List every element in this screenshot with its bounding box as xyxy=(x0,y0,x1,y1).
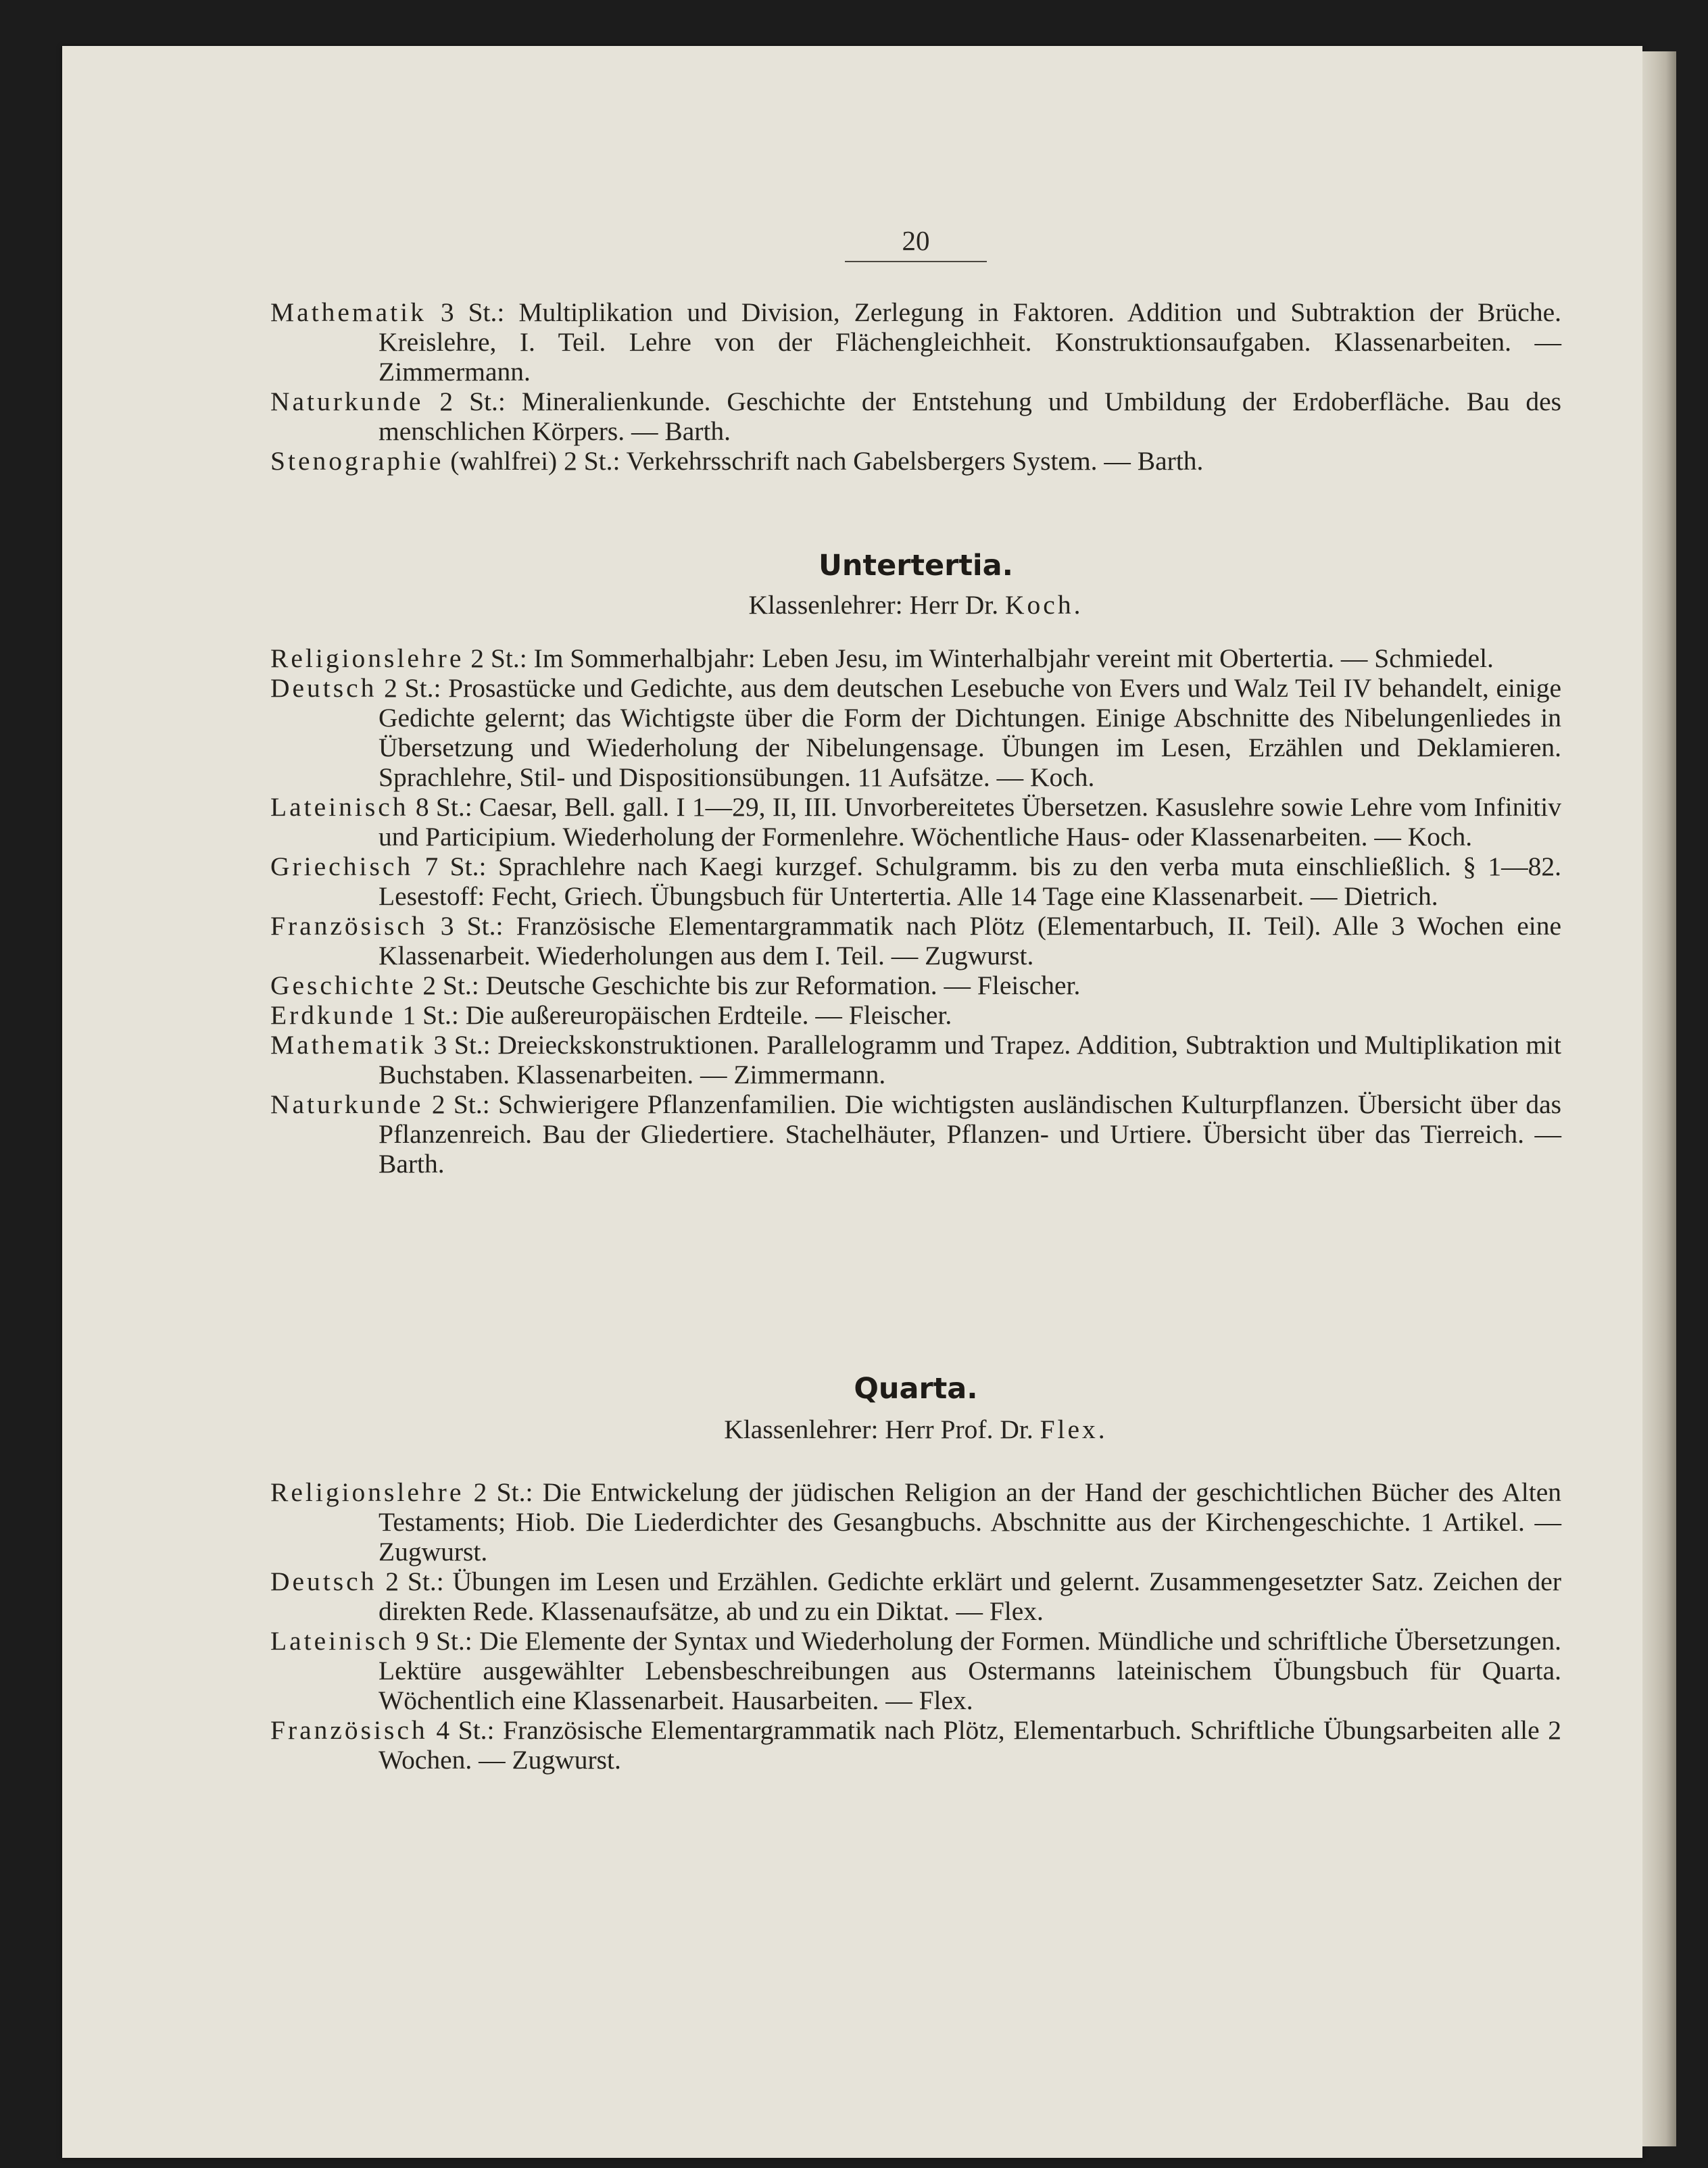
subject-name: Lateinisch xyxy=(270,792,409,822)
entry xyxy=(270,1477,1561,1567)
subject-name: Französisch xyxy=(270,911,428,941)
entry-text: 4 St.: Französische Elementargrammatik nach Plötz, Elementarbuch. Schriftliche Übungsarbeiten alle 2 Wochen. — Zugwurst. xyxy=(379,1715,1561,1775)
entry xyxy=(270,387,1561,446)
entry xyxy=(270,446,1561,476)
teacher-prefix: Klassenlehrer: Herr Dr. xyxy=(748,590,1006,620)
entry xyxy=(270,1626,1561,1715)
subject-name: Griechisch xyxy=(270,852,414,881)
subject-name: Naturkunde xyxy=(270,1089,424,1119)
page-number: 20 xyxy=(845,224,987,262)
class-teacher-untertertia xyxy=(270,589,1561,620)
subject-name: Stenographie xyxy=(270,446,444,476)
page-edge xyxy=(1642,51,1676,2146)
entry-text: 8 St.: Caesar, Bell. gall. I 1—29, II, III. Unvorbereitetes Übersetzen. Kasuslehre sowie Lehre vom Infinitiv und Participium. Wiederholung der Formenlehre. Wöchentliche Haus- oder Klassenarbeiten. — Koch. xyxy=(379,792,1561,852)
entry-text: 3 St.: Multiplikation und Division, Zerlegung in Faktoren. Addition und Subtraktion der Brüche. Kreislehre, I. Teil. Lehre von der Flächengleichheit. Konstruktionsaufgaben. Klassenarbeiten. — Zimmermann. xyxy=(379,297,1561,387)
subject-name: Französisch xyxy=(270,1715,428,1745)
entry xyxy=(270,673,1561,792)
entry-text: 2 St.: Schwierigere Pflanzenfamilien. Die wichtigsten ausländischen Kulturpflanzen. Übersicht über das Pflanzenreich. Bau der Gliedertiere. Stachelhäuter, Pflanzen- und Urtiere. Übersicht über das Tierreich. — Barth. xyxy=(379,1089,1561,1179)
subject-name: Religionslehre xyxy=(270,643,464,673)
subject-name: Deutsch xyxy=(270,1567,377,1596)
teacher-name: Koch. xyxy=(1005,590,1083,620)
entry-text: (wahlfrei) 2 St.: Verkehrsschrift nach Gabelsbergers System. — Barth. xyxy=(443,446,1204,476)
entry-text: 2 St.: Übungen im Lesen und Erzählen. Gedichte erklärt und gelernt. Zusammengesetzter Satz. Zeichen der direkten Rede. Klassenaufsätze, ab und zu ein Diktat. — Flex. xyxy=(376,1567,1561,1626)
class-teacher-quarta xyxy=(270,1414,1561,1445)
entry xyxy=(270,1030,1561,1089)
entry-text: 2 St.: Im Sommerhalbjahr: Leben Jesu, im Winterhalbjahr vereint mit Obertertia. — Schmiedel. xyxy=(464,643,1494,673)
entry xyxy=(270,297,1561,387)
subject-name: Religionslehre xyxy=(270,1477,464,1507)
entry xyxy=(270,1715,1561,1775)
entry-text: 2 St.: Die Entwickelung der jüdischen Religion an der Hand der geschichtlichen Bücher des Alten Testaments; Hiob. Die Liederdichter des Gesangbuchs. Abschnitte aus der Kirchengeschichte. 1 Artikel. — Zugwurst. xyxy=(379,1477,1561,1567)
entry xyxy=(270,792,1561,852)
entry xyxy=(270,852,1561,911)
subject-name: Erdkunde xyxy=(270,1000,396,1030)
teacher-name: Flex. xyxy=(1040,1414,1108,1444)
entry xyxy=(270,911,1561,970)
untertertia-entries xyxy=(270,643,1561,1179)
entry-text: 3 St.: Französische Elementargrammatik nach Plötz (Elementarbuch, II. Teil). Alle 3 Wochen eine Klassenarbeit. Wiederholungen aus dem I. Teil. — Zugwurst. xyxy=(379,911,1561,970)
entry-text: 2 St.: Deutsche Geschichte bis zur Reformation. — Fleischer. xyxy=(416,970,1081,1000)
teacher-prefix: Klassenlehrer: Herr Prof. Dr. xyxy=(724,1414,1040,1444)
subject-name: Lateinisch xyxy=(270,1626,409,1656)
quarta-entries xyxy=(270,1477,1561,1775)
entry-text: 2 St.: Mineralienkunde. Geschichte der Entstehung und Umbildung der Erdoberfläche. Bau des menschlichen Körpers. — Barth. xyxy=(379,387,1561,446)
subject-name: Mathematik xyxy=(270,1030,426,1060)
entry xyxy=(270,970,1561,1000)
entry-text: 2 St.: Prosastücke und Gedichte, aus dem deutschen Lesebuche von Evers und Walz Teil IV behandelt, einige Gedichte gelernt; das Wichtigste über die Form der Dichtungen. Einige Abschnitte des Nibelungenliedes in Übersetzung und Wiederholung der Nibelungensage. Übungen im Lesen, Erzählen und Deklamieren. Sprachlehre, Stil- und Dispositionsübungen. 11 Aufsätze. — Koch. xyxy=(376,673,1561,792)
entry xyxy=(270,1567,1561,1626)
subject-name: Deutsch xyxy=(270,673,377,703)
entry xyxy=(270,1000,1561,1030)
entry-text: 3 St.: Dreieckskonstruktionen. Parallelogramm und Trapez. Addition, Subtraktion und Multiplikation mit Buchstaben. Klassenarbeiten. — Zimmermann. xyxy=(379,1030,1561,1089)
entry xyxy=(270,1089,1561,1179)
entry xyxy=(270,643,1561,673)
subject-name: Geschichte xyxy=(270,970,416,1000)
section-heading-untertertia: Untertertia. xyxy=(818,549,1014,583)
subject-name: Naturkunde xyxy=(270,387,424,416)
intro-entries xyxy=(270,297,1561,476)
section-heading-quarta: Quarta. xyxy=(854,1372,978,1406)
entry-text: 7 St.: Sprachlehre nach Kaegi kurzgef. Schulgramm. bis zu den verba muta einschließlich. § 1—82. Lesestoff: Fecht, Griech. Übungsbuch für Untertertia. Alle 14 Tage eine Klassenarbeit. — Dietrich. xyxy=(379,852,1561,911)
entry-text: 1 St.: Die außereuropäischen Erdteile. — Fleischer. xyxy=(395,1000,952,1030)
subject-name: Mathematik xyxy=(270,297,426,327)
entry-text: 9 St.: Die Elemente der Syntax und Wiederholung der Formen. Mündliche und schriftliche Übersetzungen. Lektüre ausgewählter Lebensbeschreibungen aus Ostermanns lateinischem Übungsbuch für Quarta. Wöchentlich eine Klassenarbeit. Hausarbeiten. — Flex. xyxy=(379,1626,1561,1715)
